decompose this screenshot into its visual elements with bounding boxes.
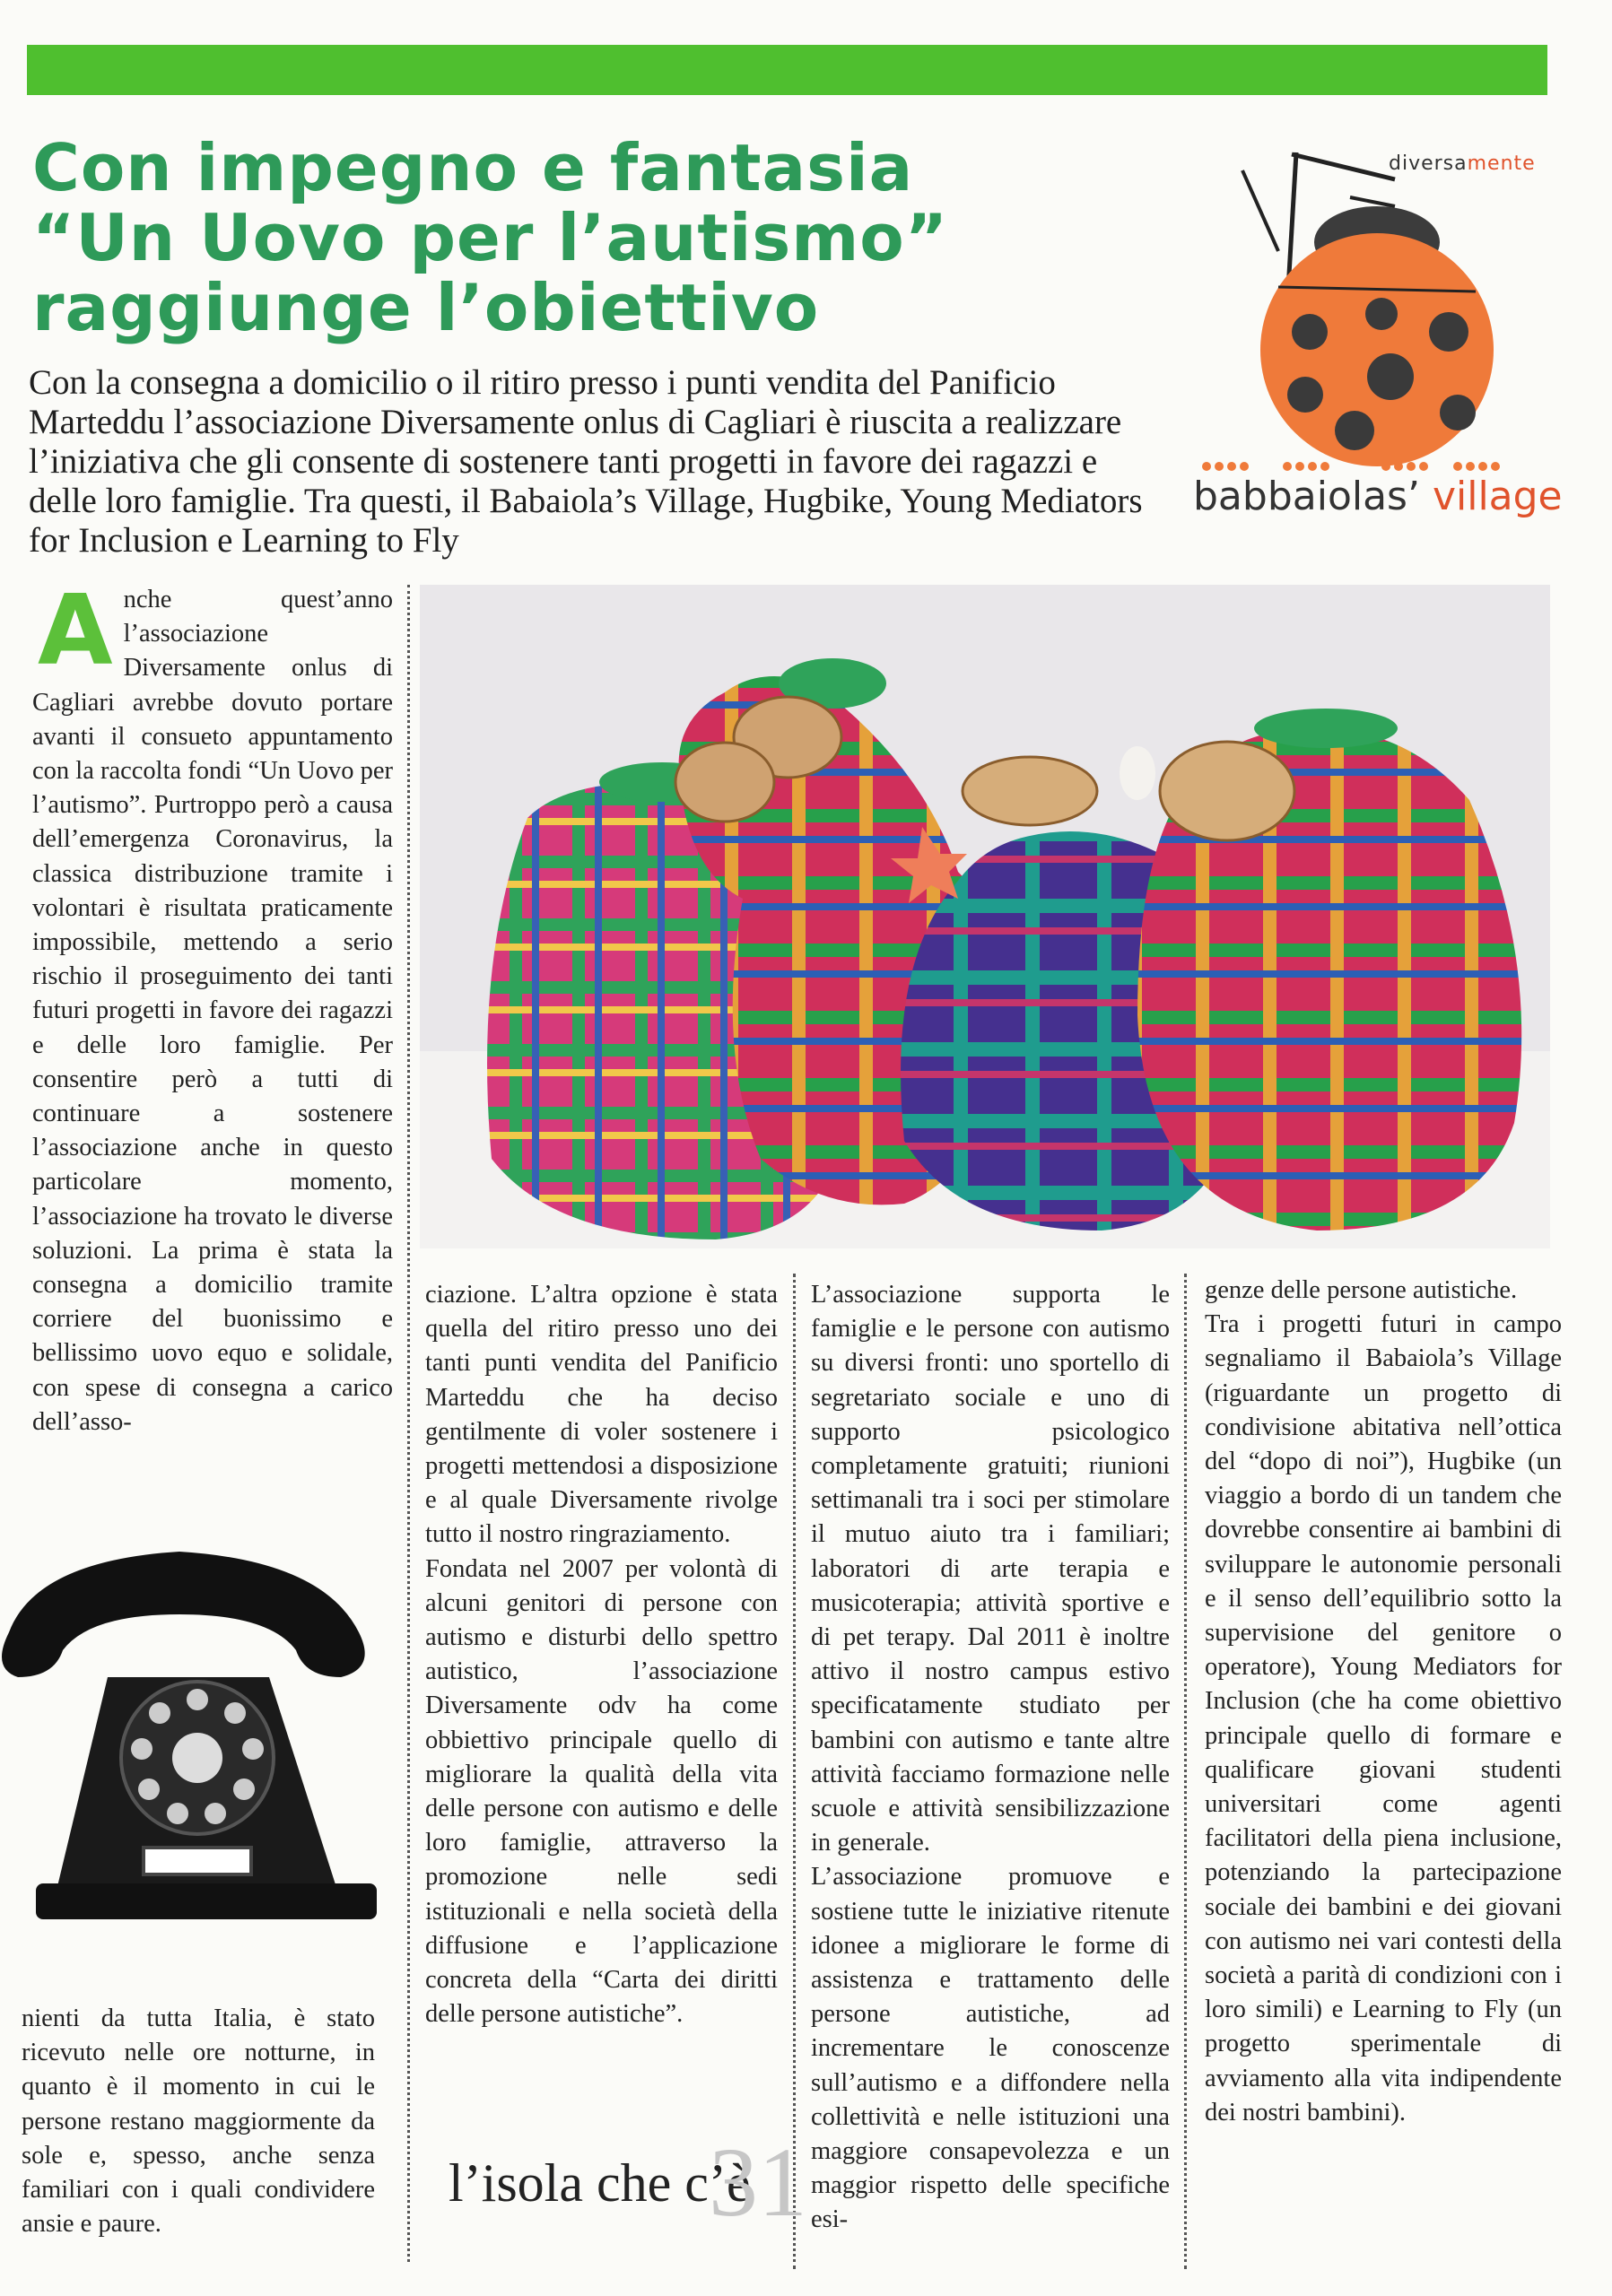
- drop-cap: A: [38, 575, 113, 687]
- magazine-name: l’isola che c’è: [449, 2153, 751, 2213]
- column-rule-3: [1184, 1274, 1187, 2269]
- babbaiolas-village-wordmark: [1193, 474, 1563, 519]
- column-2-para-2: Fondata nel 2007 per volontà di alcuni genitori di persone con autismo e disturbi dello spettro autistico, l’associazione Diversamente odv ha come obbiettivo principale quello di migliorare la qualità della vita delle persone con autismo e delle loro famiglie, attraverso la promozione nelle sedi istituzionali e nella società della diffusione e l’applicazione concreta della “Carta dei diritti delle persone autistiche”.: [425, 1554, 778, 2029]
- top-green-bar: [27, 45, 1547, 95]
- brand-head: diversa: [1389, 152, 1468, 175]
- article-headline: [32, 130, 1181, 345]
- babbaiolas-village-logo: [1189, 144, 1547, 529]
- brand-tail: mente: [1467, 152, 1536, 175]
- column-1-top: [32, 575, 394, 1439]
- article-subheading: Con la consegna a domicilio o il ritiro presso i punti vendita del Panificio Marteddu l’associazione Diversamente onlus di Cagliari è riuscita a realizzare l’iniziativa che gli consente di sostenere tanti progetti in favore dei ragazzi e delle loro famiglie. Tra questi, il Babaiola’s Village, Hugbike, Young Mediators for Inclusion e Learning to Fly: [29, 363, 1143, 560]
- column-4-para-2: Tra i progetti futuri in campo segnaliamo il Babaiola’s Village (riguardante un progetto di condivisione abitativa nell’ottica del “dopo di noi”), Hugbike (un viaggio a bordo di un tandem che dovrebbe consentire ai bambini di sviluppare le autonomie personali e il senso dell’equilibrio sotto la supervisione del genitore o operatore), Young Mediators for Inclusion (che ha come obiettivo principale quello di formare e qualificare giovani studenti universitari come agenti facilitatori della piena inclusione, potenziando la partecipazione sociale dei bambini e dei giovani con autismo nei vari contesti della società a parità di condizioni con i loro simili) e Learning to Fly (un progetto sperimentale di avviamento alla vita indipendente dei nostri bambini).: [1205, 1310, 1562, 2126]
- photo-plaid-egg-bags: [420, 585, 1550, 1248]
- column-1-bottom-text: nienti da tutta Italia, è stato ricevuto nelle ore notturne, in quanto è il momento in cui le persone restano maggiormente da sole e, spesso, anche senza familiari con i quali condividere ansie e paure.: [22, 2005, 375, 2239]
- column-4: [1205, 1274, 1562, 2130]
- column-2: [425, 1278, 778, 2031]
- diversamente-wordmark: [1389, 152, 1536, 175]
- name-head: babbaiolas’: [1193, 474, 1420, 519]
- column-3-para-2: L’associazione promuove e sostiene tutte le iniziative ritenute idonee a migliorare le forme di assistenza e trattamento delle persone autistiche, ad incrementare le conoscenze sull’autismo e a diffondere nella collettività e nelle istituzioni una maggiore consapevolezza e un maggior rispetto delle specifiche esi-: [811, 1863, 1170, 2234]
- column-rule-2: [793, 1274, 796, 2269]
- headline-line-3: raggiunge l’obiettivo: [32, 270, 820, 345]
- headline-line-1: Con impegno e fantasia: [32, 130, 914, 205]
- column-2-para-1: ciazione. L’altra opzione è stata quella del ritiro presso uno dei tanti punti vendita del Panificio Marteddu che ha deciso gentilmente di voler sostenere i progetti mettendosi a disposizione e al quale Diversamente rivolge tutto il nostro ringraziamento.: [425, 1281, 778, 1549]
- column-rule-1: [407, 585, 410, 2262]
- name-tail: village: [1419, 474, 1563, 519]
- ladybug-icon: [1242, 152, 1494, 466]
- column-3-para-1: L’associazione supporta le famiglie e le persone con autismo su diversi fronti: uno sportello di segretariato sociale e uno di supporto psicologico completamente gratuiti; riunioni settimanali tra i soci per stimolare il mutuo aiuto tra i familiari; laboratori di arte terapia e musicoterapia; attività sportive e di pet terapy. Dal 2011 è inoltre attivo il nostro campus estivo specificatamente studiato per bambini con autismo e tante altre attività facciamo formazione nelle scuole e attività sensibilizzazione in generale.: [811, 1281, 1170, 1857]
- column-3: [811, 1278, 1170, 2238]
- column-1-top-text: nche quest’anno l’associazione Diversamente onlus di Cagliari avrebbe dovuto portare avanti il consueto appuntamento con la raccolta fondi “Un Uovo per l’autismo”. Purtroppo però a causa dell’emergenza Coronavirus, la classica distribuzione tramite i volontari è risultata praticamente impossibile, mettendo a serio rischio il proseguimento dei tanti futuri progetti in favore dei ragazzi e delle loro famiglie. Per consentire però a tutti di continuare a sostenere l’associazione anche in questo particolare momento, l’associazione ha trovato le diverse soluzioni. La prima è stata la consegna a domicilio tramite corriere del buonissimo e bellissimo uovo equo e solidale, con spese di consegna a carico dell’asso-: [32, 586, 394, 1436]
- telephone-icon: [0, 1525, 399, 1946]
- column-4-para-1: genze delle persone autistiche.: [1205, 1276, 1518, 1304]
- headline-line-2: “Un Uovo per l’autismo”: [32, 200, 949, 275]
- page-number: 31: [709, 2127, 807, 2237]
- column-1-bottom: [22, 2002, 375, 2241]
